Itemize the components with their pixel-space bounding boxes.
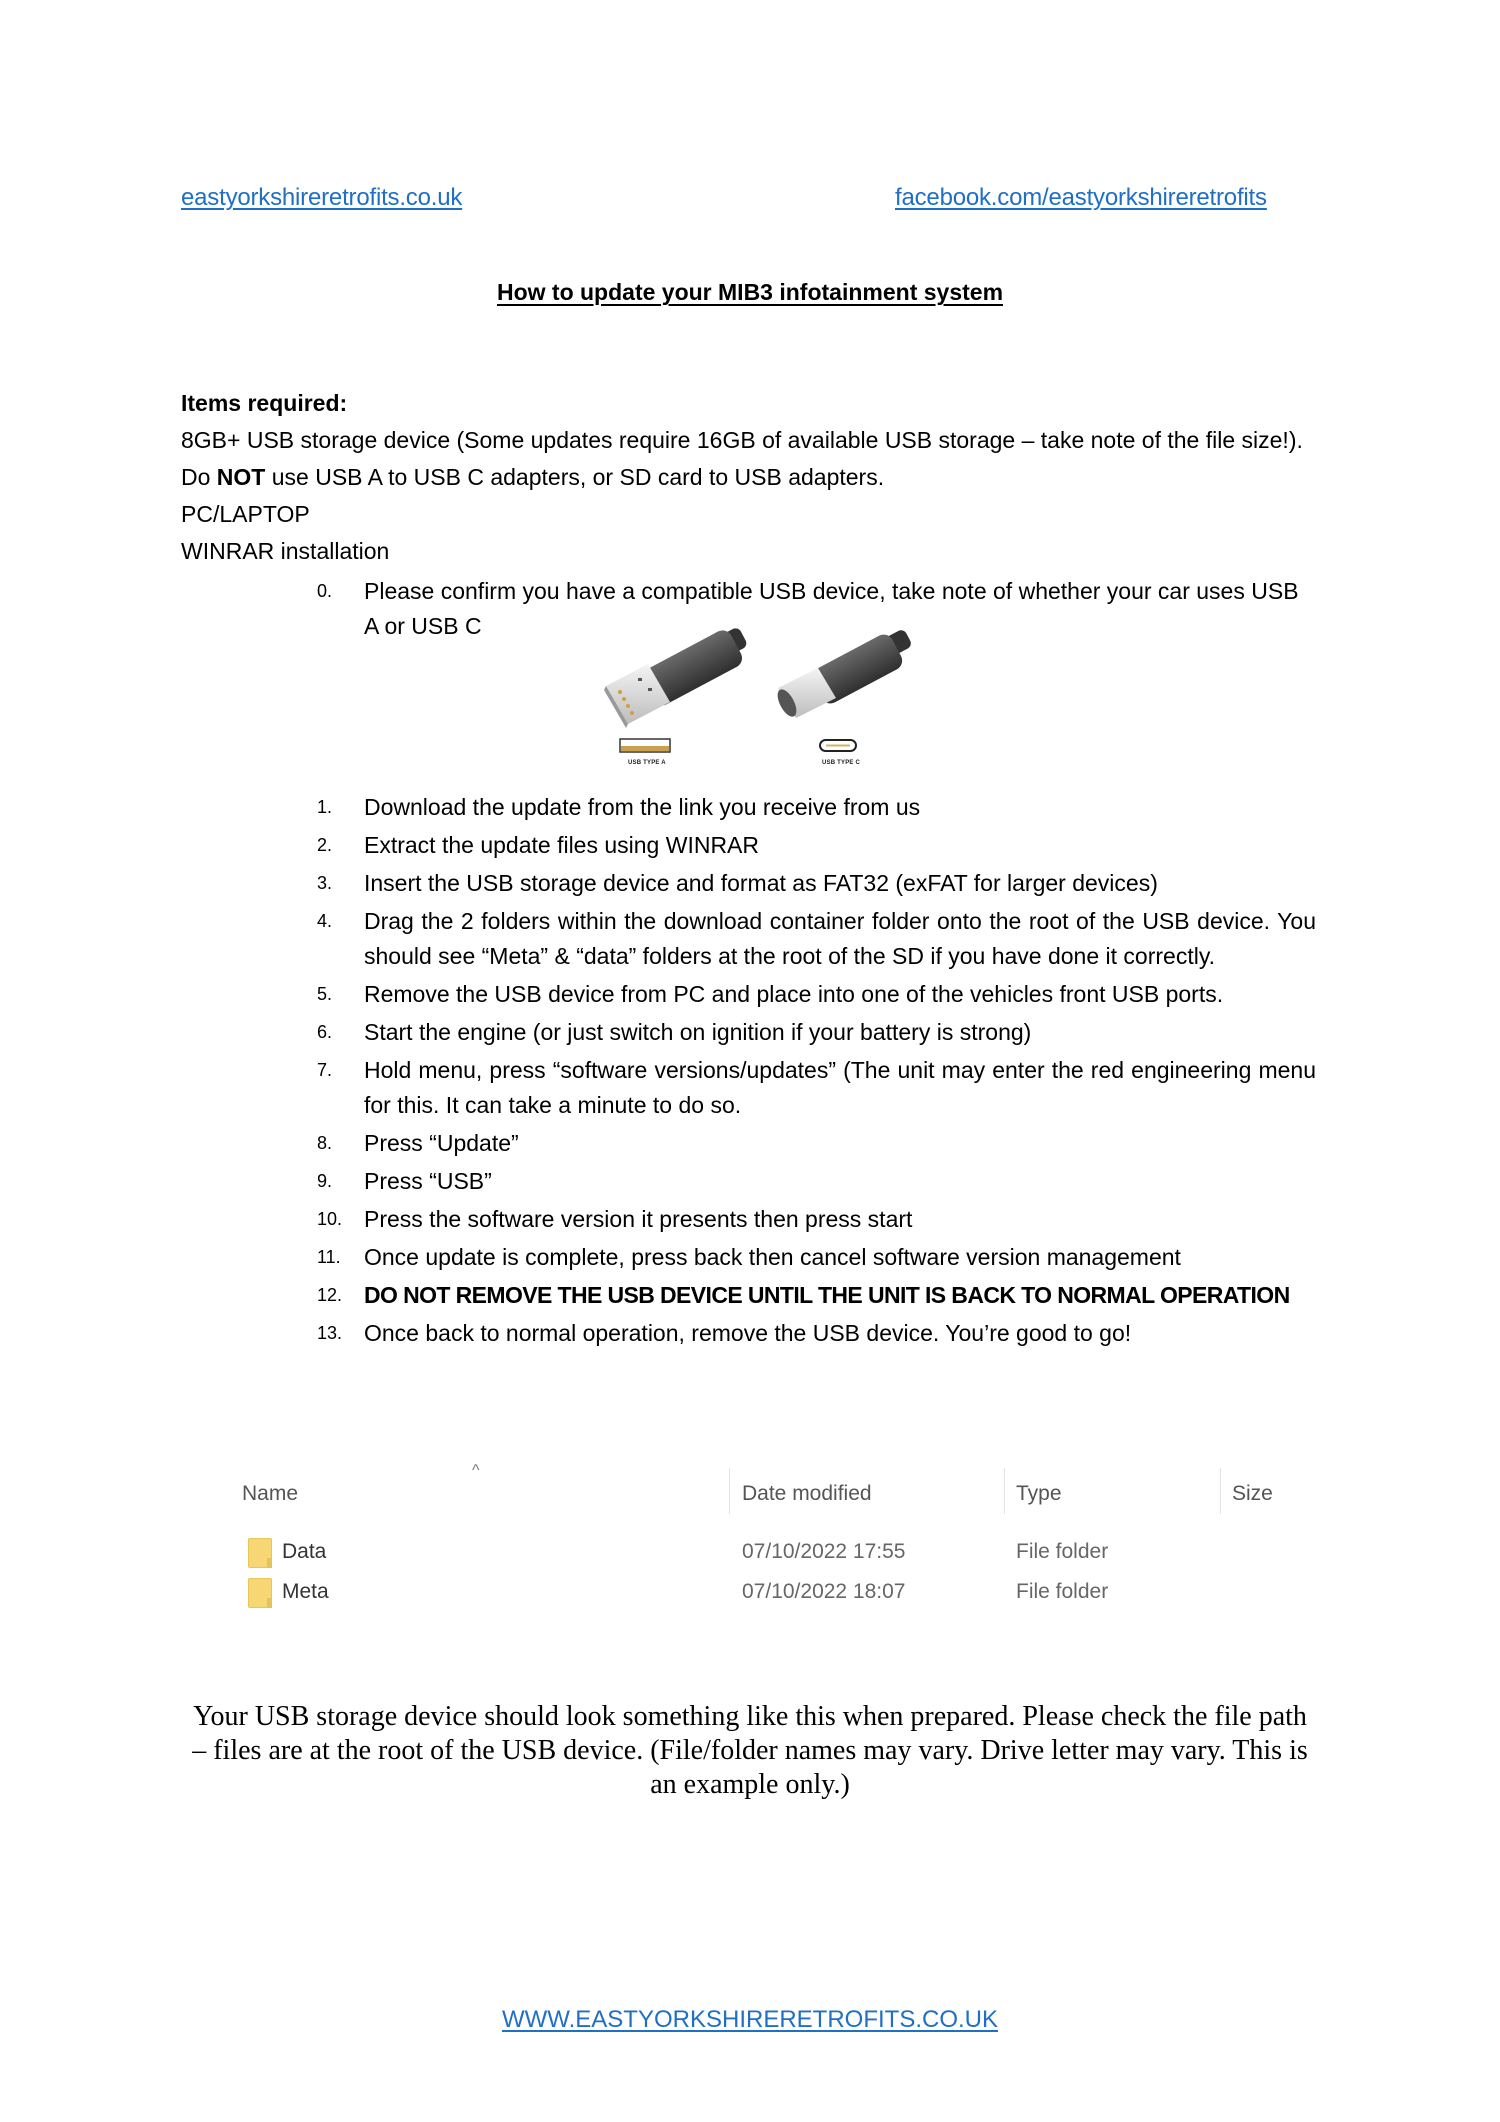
item-usb-emphasis: NOT: [216, 464, 266, 490]
step-text: Once update is complete, press back then cancel software version management: [364, 1244, 1181, 1270]
step-number: 3.: [317, 873, 333, 893]
step-text: Extract the update files using WINRAR: [364, 832, 759, 858]
step-item: [310, 904, 1316, 974]
step-item: [310, 1053, 1316, 1123]
step-number: 7.: [317, 1060, 333, 1080]
step-text: Start the engine (or just switch on ignition if your battery is strong): [364, 1019, 1032, 1045]
item-pc-laptop: PC/LAPTOP: [181, 501, 310, 527]
file-name: Meta: [282, 1580, 329, 1603]
step-text: Remove the USB device from PC and place into one of the vehicles front USB ports.: [364, 981, 1224, 1007]
file-type: File folder: [1016, 1540, 1109, 1563]
file-date-modified: 07/10/2022 18:07: [742, 1580, 906, 1603]
usb-connectors-image: [590, 622, 930, 772]
items-required-heading: Items required:: [181, 390, 348, 416]
item-winrar: WINRAR installation: [181, 538, 390, 564]
file-row-data[interactable]: [232, 1536, 1317, 1572]
usb-type-a-and-c-illustration: [590, 622, 930, 772]
step-text: Drag the 2 folders within the download container folder onto the root of the USB device. You should see “Meta” & “data” folders at the root of the SD if you have done it correctly.: [364, 908, 1316, 969]
step-number: 11.: [317, 1247, 341, 1267]
step-number: 6.: [317, 1022, 333, 1042]
column-divider[interactable]: [1004, 1468, 1005, 1514]
column-header-size[interactable]: Size: [1232, 1482, 1273, 1505]
item-usb-storage: [181, 422, 1316, 496]
usb-a-plug-icon: [604, 626, 748, 728]
step-text: Insert the USB storage device and format as FAT32 (exFAT for larger devices): [364, 870, 1158, 896]
file-date-modified: 07/10/2022 17:55: [742, 1540, 906, 1563]
usb-type-c-label: USB TYPE C: [822, 760, 861, 766]
page-title: [0, 279, 1500, 306]
update-steps-list: [310, 790, 1316, 1354]
folder-icon: [248, 1578, 272, 1608]
column-header-type[interactable]: Type: [1016, 1482, 1062, 1505]
step-number: 12.: [317, 1285, 343, 1305]
usb-c-plug-icon: [774, 628, 913, 719]
step-number: 0.: [317, 581, 333, 601]
step-text: Press the software version it presents then press start: [364, 1206, 913, 1232]
items-required-section: [181, 385, 1316, 570]
usb-type-a-label: USB TYPE A: [628, 760, 666, 766]
step-text: Press “USB”: [364, 1168, 492, 1194]
footer: [0, 2006, 1500, 2034]
step-text: Please confirm you have a compatible USB device, take note of whether your car uses USB A or USB C: [364, 578, 1299, 639]
step-text-warning: DO NOT REMOVE THE USB DEVICE UNTIL THE UNIT IS BACK TO NORMAL OPERATION: [364, 1282, 1290, 1308]
step-item: [310, 1240, 1316, 1275]
item-usb-text-b: use USB A to USB C adapters, or SD card to USB adapters.: [265, 464, 885, 490]
step-text: Press “Update”: [364, 1130, 519, 1156]
column-divider[interactable]: [1220, 1468, 1221, 1514]
file-explorer-example: [232, 1460, 1317, 1610]
step-number: 13.: [317, 1323, 343, 1343]
column-divider[interactable]: [729, 1468, 730, 1514]
sort-ascending-icon: ^: [472, 1462, 480, 1479]
file-type: File folder: [1016, 1580, 1109, 1603]
step-item: [310, 1164, 1316, 1199]
step-text: Hold menu, press “software versions/updates” (The unit may enter the red engineering menu for this. It can take a minute to do so.: [364, 1057, 1316, 1118]
step-item: [310, 1015, 1316, 1050]
step-item: [310, 866, 1316, 901]
column-header-name[interactable]: Name: [242, 1482, 299, 1505]
step-number: 8.: [317, 1133, 333, 1153]
step-number: 1.: [317, 797, 333, 817]
step-item-warning: [310, 1278, 1316, 1313]
file-name: Data: [282, 1540, 327, 1563]
facebook-link[interactable]: facebook.com/eastyorkshireretrofits: [895, 184, 1267, 211]
step-number: 4.: [317, 911, 333, 931]
folder-icon: [248, 1538, 272, 1568]
website-link[interactable]: eastyorkshireretrofits.co.uk: [181, 184, 463, 211]
step-number: 2.: [317, 835, 333, 855]
step-text: Once back to normal operation, remove the USB device. You’re good to go!: [364, 1320, 1132, 1346]
column-header-date-modified[interactable]: Date modified: [742, 1482, 872, 1505]
page-title-text: How to update your MIB3 infotainment system: [496, 279, 1004, 305]
item-usb-text-a: 8GB+ USB storage device (Some updates require 16GB of available USB storage – take note of the file size!). Do: [181, 427, 1303, 490]
step-item: [310, 977, 1316, 1012]
step-number: 10.: [317, 1209, 343, 1229]
explorer-caption: Your USB storage device should look something like this when prepared. Please check the file path – files are at the root of the USB device. (File/folder names may vary. Drive letter may vary. This is an example only.): [192, 1701, 1308, 1800]
file-row-meta[interactable]: [232, 1576, 1317, 1612]
step-item: [310, 828, 1316, 863]
step-number: 9.: [317, 1171, 333, 1191]
step-item: [310, 1126, 1316, 1161]
step-item: [310, 790, 1316, 825]
step-item: [310, 1316, 1316, 1351]
step-text: Download the update from the link you receive from us: [364, 794, 921, 820]
step-item: [310, 1202, 1316, 1237]
footer-website-link[interactable]: WWW.EASTYORKSHIRERETROFITS.CO.UK: [501, 2006, 999, 2033]
step-number: 5.: [317, 984, 333, 1004]
